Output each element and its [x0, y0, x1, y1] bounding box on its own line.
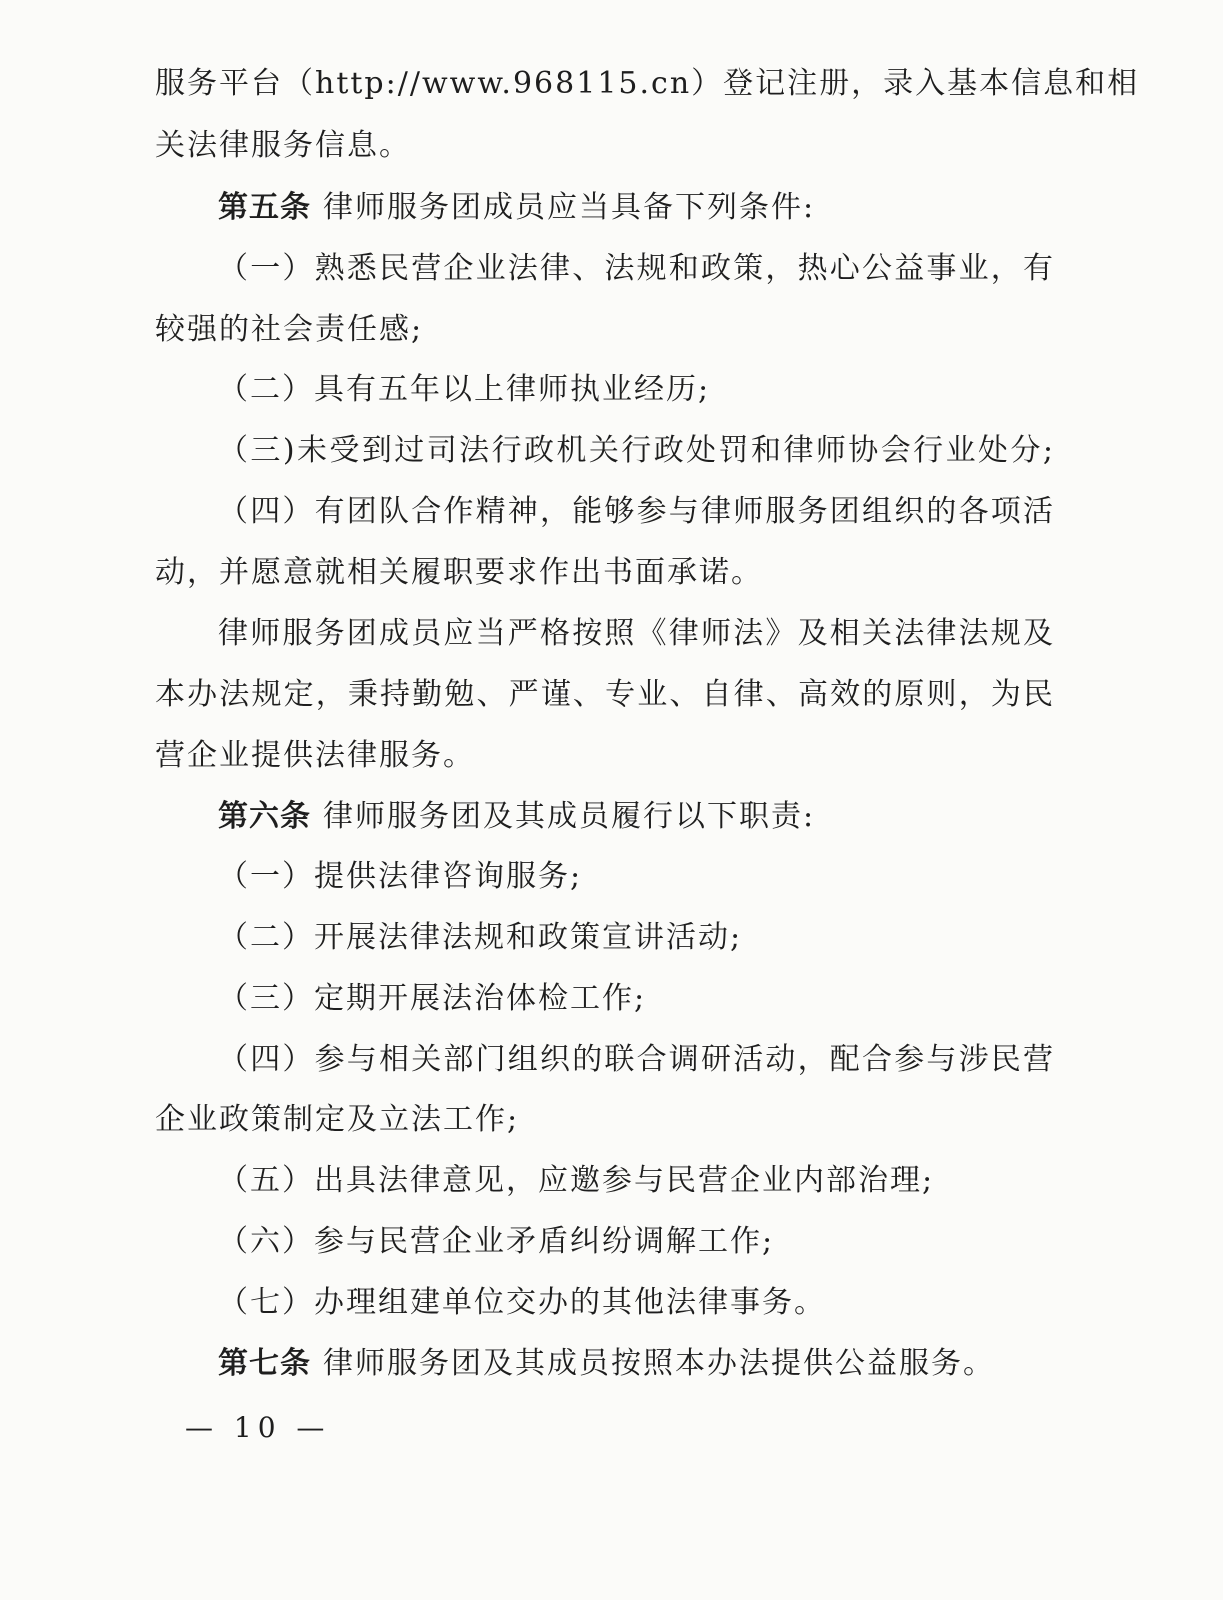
- list-item: （三)未受到过司法行政机关行政处罚和律师协会行业处分;: [218, 433, 1055, 468]
- body-line: 营企业提供法律服务。: [155, 738, 475, 773]
- body-line: 服务平台（http://www.968115.cn）登记注册，录入基本信息和相: [155, 66, 1140, 101]
- article-number: 第七条: [218, 1346, 311, 1381]
- list-item: （一）提供法律咨询服务;: [218, 859, 583, 894]
- list-item: （五）出具法律意见，应邀参与民营企业内部治理;: [218, 1163, 935, 1198]
- article-7-heading: 第七条 律师服务团及其成员按照本办法提供公益服务。: [218, 1346, 995, 1381]
- list-item: （一）熟悉民营企业法律、法规和政策，热心公益事业，有: [218, 251, 1055, 286]
- article-6-heading: 第六条 律师服务团及其成员履行以下职责:: [218, 799, 816, 834]
- list-item: （二）具有五年以上律师执业经历;: [218, 372, 711, 407]
- article-5-heading: 第五条 律师服务团成员应当具备下列条件:: [218, 190, 816, 225]
- list-item: （六）参与民营企业矛盾纠纷调解工作;: [218, 1224, 775, 1259]
- article-number: 第六条: [218, 799, 311, 834]
- paragraph-line: 律师服务团成员应当严格按照《律师法》及相关法律法规及: [218, 616, 1055, 651]
- page-number: — 10 —: [185, 1411, 331, 1444]
- list-item: （四）参与相关部门组织的联合调研活动，配合参与涉民营: [218, 1042, 1055, 1077]
- article-number: 第五条: [218, 190, 311, 225]
- list-item: （三）定期开展法治体检工作;: [218, 981, 647, 1016]
- list-item: （七）办理组建单位交办的其他法律事务。: [218, 1285, 826, 1320]
- list-item: （二）开展法律法规和政策宣讲活动;: [218, 920, 743, 955]
- body-line: 较强的社会责任感;: [155, 312, 424, 347]
- body-line: 关法律服务信息。: [155, 128, 411, 163]
- list-item: （四）有团队合作精神，能够参与律师服务团组织的各项活: [218, 494, 1055, 529]
- body-line: 企业政策制定及立法工作;: [155, 1102, 520, 1137]
- body-line: 本办法规定，秉持勤勉、严谨、专业、自律、高效的原则，为民: [155, 677, 1055, 712]
- body-line: 动，并愿意就相关履职要求作出书面承诺。: [155, 555, 763, 590]
